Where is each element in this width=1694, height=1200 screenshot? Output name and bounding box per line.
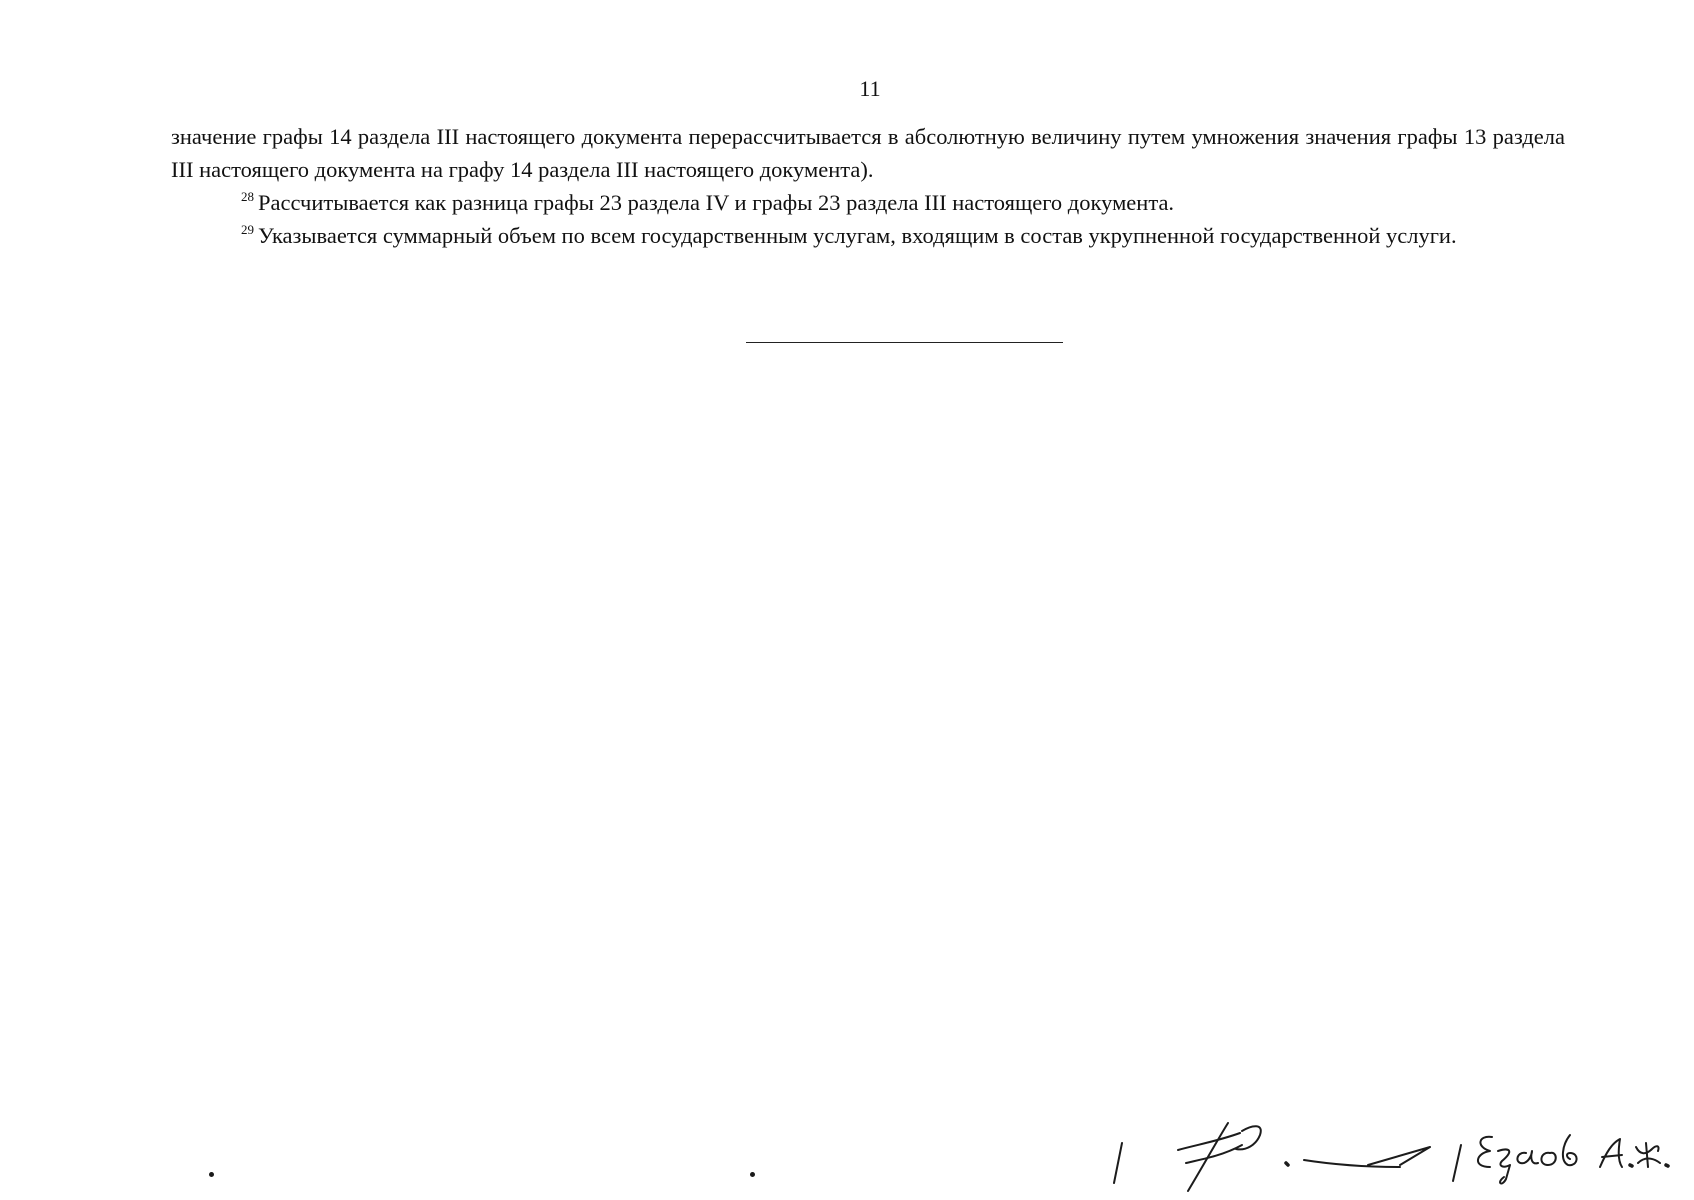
footnote-text: Указывается суммарный объем по всем государственным услугам, входящим в состав укрупненной государственной услуги. — [258, 223, 1457, 248]
closing-separator-line — [746, 342, 1063, 343]
footnote-mark: 29 — [241, 222, 254, 237]
continued-paragraph: значение графы 14 раздела III настоящего документа перерассчитывается в абсолютную величину путем умножения значения графы 13 раздела III настоящего документа на графу 14 раздела III настоящего документа). — [171, 124, 1565, 182]
footnote-text: Рассчитывается как разница графы 23 раздела IV и графы 23 раздела III настоящего документа. — [258, 190, 1175, 215]
handwritten-signature — [1100, 1105, 1690, 1200]
footnote-mark: 28 — [241, 189, 254, 204]
scan-speck — [209, 1172, 214, 1177]
page-number: 11 — [859, 76, 881, 101]
signature-area — [1100, 1105, 1690, 1200]
footnote-29 — [171, 219, 1565, 252]
scan-speck — [750, 1172, 755, 1177]
footnote-28 — [171, 186, 1565, 219]
footnotes-block — [171, 120, 1565, 252]
